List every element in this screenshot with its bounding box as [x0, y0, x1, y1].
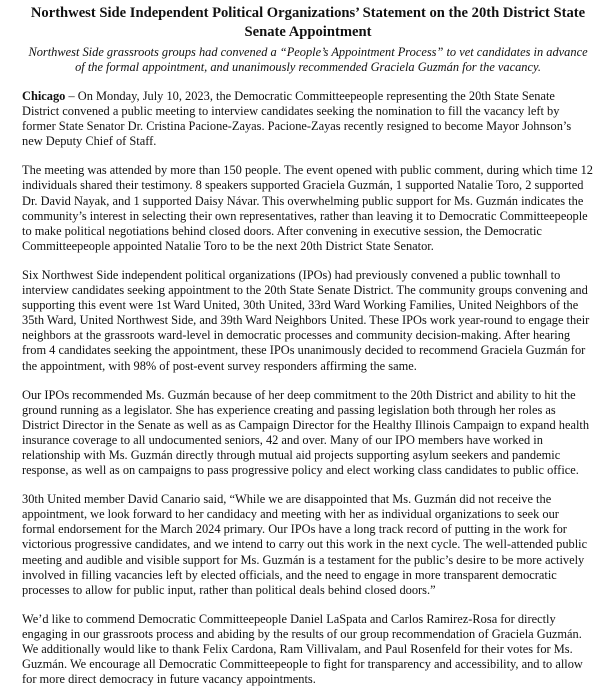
paragraph-3: Six Northwest Side independent political organizations (IPOs) had previously convened a public townhall to interview candidates seeking appointment to the 20th State Senate District. The community groups convening and supporting this event were 1st Ward United, 30th United, 33rd Ward Working Families, United Neighbors of the 35th Ward, United Northwest Side, and 39th Ward Neighbors United. These IPOs work year-round to engage their neighbors at the grassroots ward-level in democratic processes and community decision-making. After hearing from 4 candidates seeking the appointment, these IPOs unanimously decided to recommend Graciela Guzmán for the appointment, with 98% of post-event survey responders affirming the same.: [22, 267, 590, 373]
paragraph-2: The meeting was attended by more than 150 people. The event opened with public comment, during which time 12 individuals shared their testimony. 8 speakers supported Graciela Guzmán, 1 supported Natalie Toro, 2 supported Dr. David Nayak, and 1 supported Daisy Návar. This overwhelming public support for Ms. Guzmán indicates the community’s interest in selecting their own representatives, rather than leaving it to Democratic Committeepeople to make political negotiations behind closed doors. After convening in executive session, the Democratic Committeepeople appointed Natalie Toro to be the next 20th District State Senator.: [22, 163, 593, 253]
paragraph-4: Our IPOs recommended Ms. Guzmán because of her deep commitment to the 20th District and ability to hit the ground running as a legislator. She has experience creating and passing legislation both through her roles as District Director in the Senate as well as as Campaign Director for the Healthy Illinois Campaign to expand health insurance coverage to all undocumented seniors, 42 and over. Many of our IPO members have worked in relationship with Ms. Guzmán directly through mutual aid projects supporting asylum seekers and pandemic response, as well as on campaigns to pass progressive policy and elect working class candidates to public office.: [22, 387, 590, 478]
document-subtitle: Northwest Side grassroots groups had convened a “People’s Appointment Process” to vet candidates in advance of the formal appointment, and unanimously recommended Graciela Guzmán for the vacancy.: [28, 45, 588, 74]
paragraph-5: 30th United member David Canario said, “While we are disappointed that Ms. Guzmán did not receive the appointment, we look forward to her candidacy and meeting with her as individual organizations to seek our formal endorsement for the March 2024 primary. Our IPOs have a long track record of putting in the work for victorious progressive candidates, and we intend to carry out this work in the next cycle. The well-attended public meeting and audible and visible support for Ms. Guzmán is a testament for the public’s desire to be more actively involved in filling vacancies left by elected officials, and the need to engage in more transparent democratic processes to allow for public input, rather than political deals behind closed doors.”: [22, 492, 588, 597]
document-title: Northwest Side Independent Political Organizations’ Statement on the 20th District State Senate Appointment: [30, 5, 586, 40]
paragraph-6: We’d like to commend Democratic Committeepeople Daniel LaSpata and Carlos Ramirez-Rosa for directly engaging in our grassroots process and abiding by the results of our group recommendation of Graciela Guzmán. We additionally would like to thank Felix Cardona, Ram Villivalam, and Paul Rosenfeld for their votes for Ms. Guzmán. We encourage all Democratic Committeepeople to fight for transparency and accessibility, and to allow for more direct democracy in future vacancy appointments.: [22, 611, 583, 687]
paragraph-1: [22, 89, 594, 149]
dateline: Chicago: [22, 89, 66, 103]
paragraph-1-text: – On Monday, July 10, 2023, the Democratic Committeepeople representing the 20th State Senate District convened a public meeting to interview candidates seeking the nomination to fill the vacancy left by former State Senator Dr. Cristina Pacione-Zayas. Pacione-Zayas recently resigned to become Mayor Johnson’s new Deputy Chief of Staff.: [22, 89, 572, 149]
